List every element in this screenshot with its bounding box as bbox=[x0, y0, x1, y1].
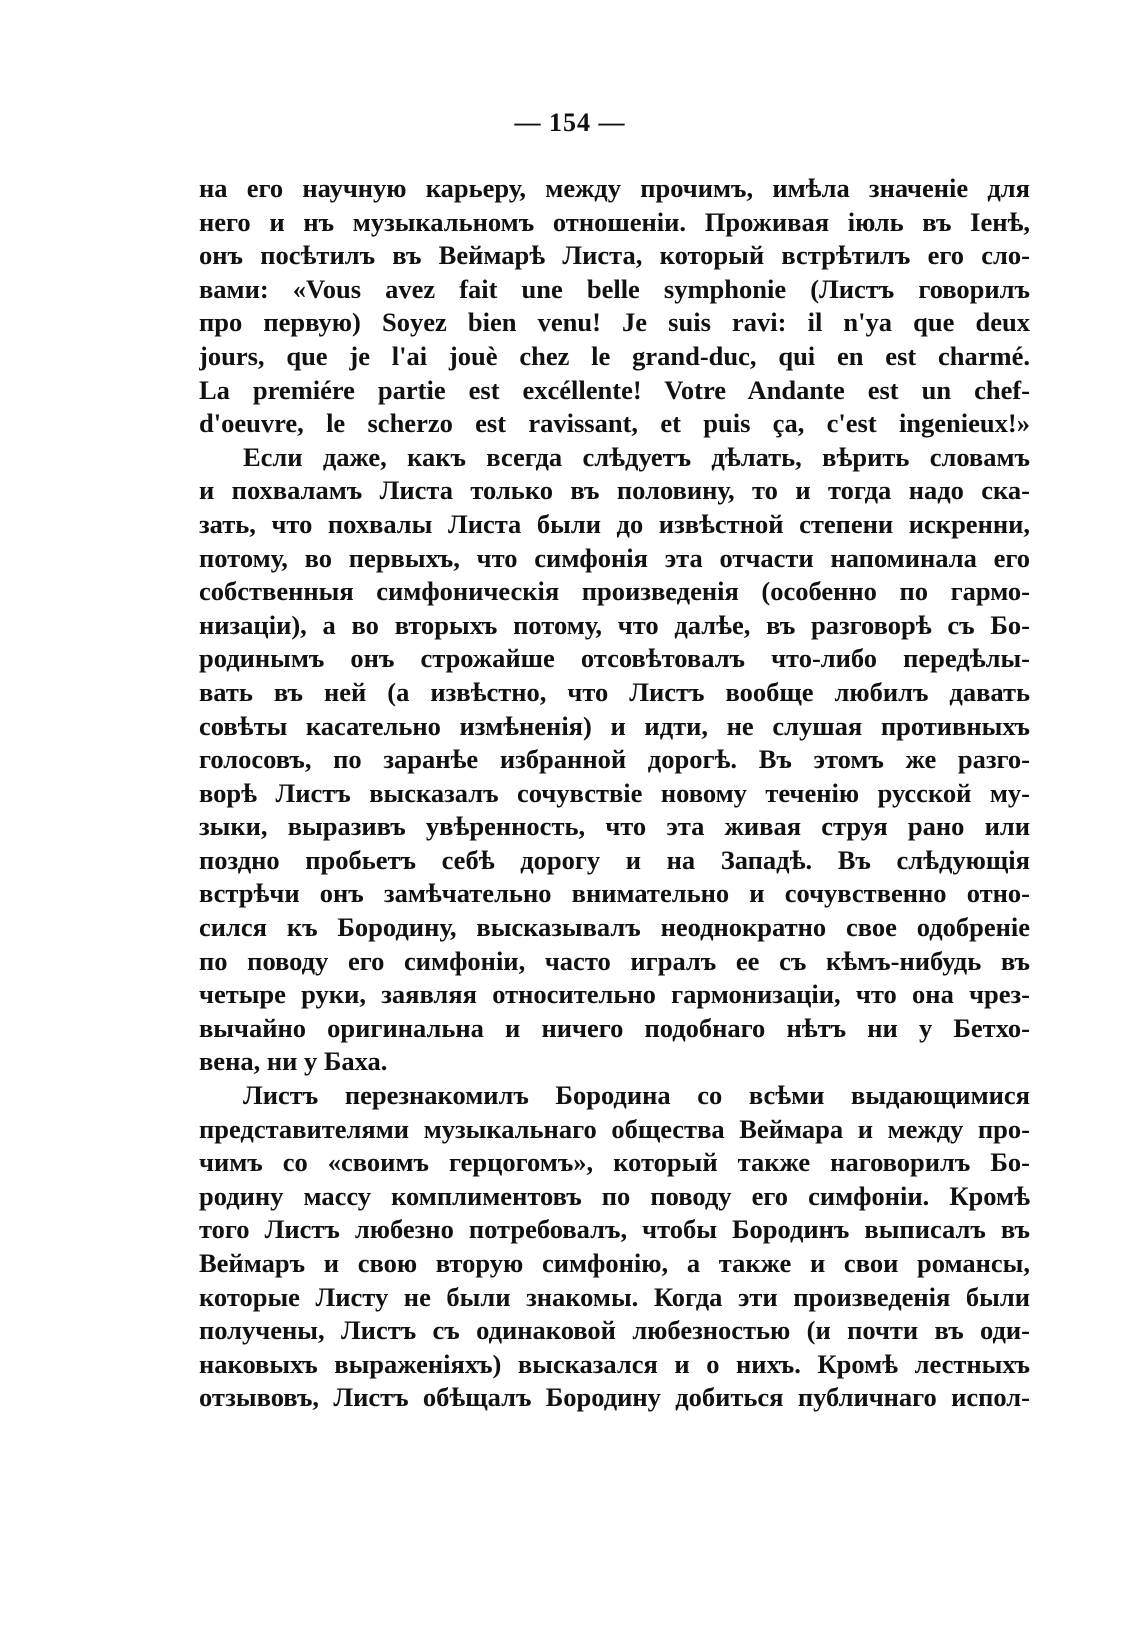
text-line: собственныя симфоническія произведенія (особенно по гармо- bbox=[199, 576, 1030, 607]
text-line: него и нъ музыкальномъ отношеніи. Проживая іюль въ Іенѣ, bbox=[199, 206, 1030, 237]
text-line: чимъ со «своимъ герцогомъ», который также наговорилъ Бо- bbox=[199, 1147, 1030, 1178]
text-line: родину массу комплиментовъ по поводу его симфоніи. Кромѣ bbox=[199, 1180, 1030, 1211]
text-line: jours, que je l'ai jouè chez le grand-duc, qui en est charmé. bbox=[199, 340, 1030, 371]
text-line: представителями музыкальнаго общества Веймара и между про- bbox=[199, 1113, 1030, 1144]
text-line: того Листъ любезно потребовалъ, чтобы Бородинъ выписалъ въ bbox=[199, 1214, 1030, 1245]
text-line: получены, Листъ съ одинаковой любезностью (и почти въ оди- bbox=[199, 1315, 1030, 1346]
text-line: Листъ перезнакомилъ Бородина со всѣми выдающимися bbox=[243, 1080, 1030, 1111]
text-line: вать въ ней (а извѣстно, что Листъ вообще любилъ давать bbox=[199, 676, 1030, 707]
page-number: — 154 — bbox=[514, 108, 626, 137]
text-line: наковыхъ выраженіяхъ) высказался и о нихъ. Кромѣ лестныхъ bbox=[199, 1348, 1030, 1379]
text-line: поздно пробьетъ себѣ дорогу и на Западѣ. Въ слѣдующія bbox=[199, 844, 1030, 875]
text-line: Веймаръ и свою вторую симфонію, а также и свои романсы, bbox=[199, 1248, 1030, 1278]
text-line: на его научную карьеру, между прочимъ, имѣла значеніе для bbox=[199, 173, 1030, 203]
text-line: про первую) Soyez bien venu! Je suis ravi: il n'ya que deux bbox=[199, 307, 1030, 338]
text-line: Если даже, какъ всегда слѣдуетъ дѣлать, вѣрить словамъ bbox=[243, 441, 1030, 472]
text-line: которые Листу не были знакомы. Когда эти произведенія были bbox=[199, 1281, 1030, 1312]
text-line: онъ посѣтилъ въ Веймарѣ Листа, который встрѣтилъ его сло- bbox=[199, 240, 1030, 271]
text-line: и похваламъ Листа только въ половину, то и тогда надо ска- bbox=[199, 475, 1030, 506]
text-line: потому, во первыхъ, что симфонія эта отчасти напоминала его bbox=[199, 542, 1030, 573]
text-line: отзывовъ, Листъ обѣщалъ Бородину добиться публичнаго испол- bbox=[199, 1382, 1030, 1413]
body-text bbox=[199, 172, 1030, 1415]
text-line: зать, что похвалы Листа были до извѣстной степени искренни, bbox=[199, 508, 1030, 539]
paragraph-2 bbox=[199, 441, 1030, 1079]
text-line: d'oeuvre, le scherzo est ravissant, et puis ça, c'est ingenieux!» bbox=[199, 408, 1030, 439]
text-line: встрѣчи онъ замѣчательно внимательно и сочувственно отно- bbox=[199, 878, 1030, 909]
paragraph-3 bbox=[199, 1079, 1030, 1415]
text-line: по поводу его симфоніи, часто игралъ ее съ кѣмъ-нибудь въ bbox=[199, 945, 1030, 976]
text-line: низаціи), а во вторыхъ потому, что далѣе, въ разговорѣ съ Бо- bbox=[199, 609, 1030, 640]
text-line: вычайно оригинальна и ничего подобнаго нѣтъ ни у Бетхо- bbox=[199, 1012, 1030, 1043]
text-line: вами: «Vous avez fait une belle symphonie (Листъ говорилъ bbox=[199, 273, 1030, 304]
text-line: сился къ Бородину, высказывалъ неоднократно свое одобреніе bbox=[199, 912, 1030, 943]
text-line: La premiére partie est excéllente! Votre Andante est un chef- bbox=[199, 374, 1030, 405]
text-line: вена, ни у Баха. bbox=[199, 1046, 388, 1077]
paragraph-1 bbox=[199, 172, 1030, 441]
text-line: голосовъ, по заранѣе избранной дорогѣ. Въ этомъ же разго- bbox=[199, 744, 1030, 775]
text-line: четыре руки, заявляя относительно гармонизаціи, что она чрез- bbox=[199, 979, 1030, 1010]
text-line: ворѣ Листъ высказалъ сочувствіе новому теченію русской му- bbox=[199, 777, 1030, 808]
text-line: совѣты касательно измѣненія) и идти, не слушая противныхъ bbox=[199, 710, 1030, 741]
text-line: родинымъ онъ строжайше отсовѣтовалъ что-либо передѣлы- bbox=[199, 643, 1030, 674]
text-line: зыки, выразивъ увѣренность, что эта живая струя рано или bbox=[199, 811, 1030, 842]
